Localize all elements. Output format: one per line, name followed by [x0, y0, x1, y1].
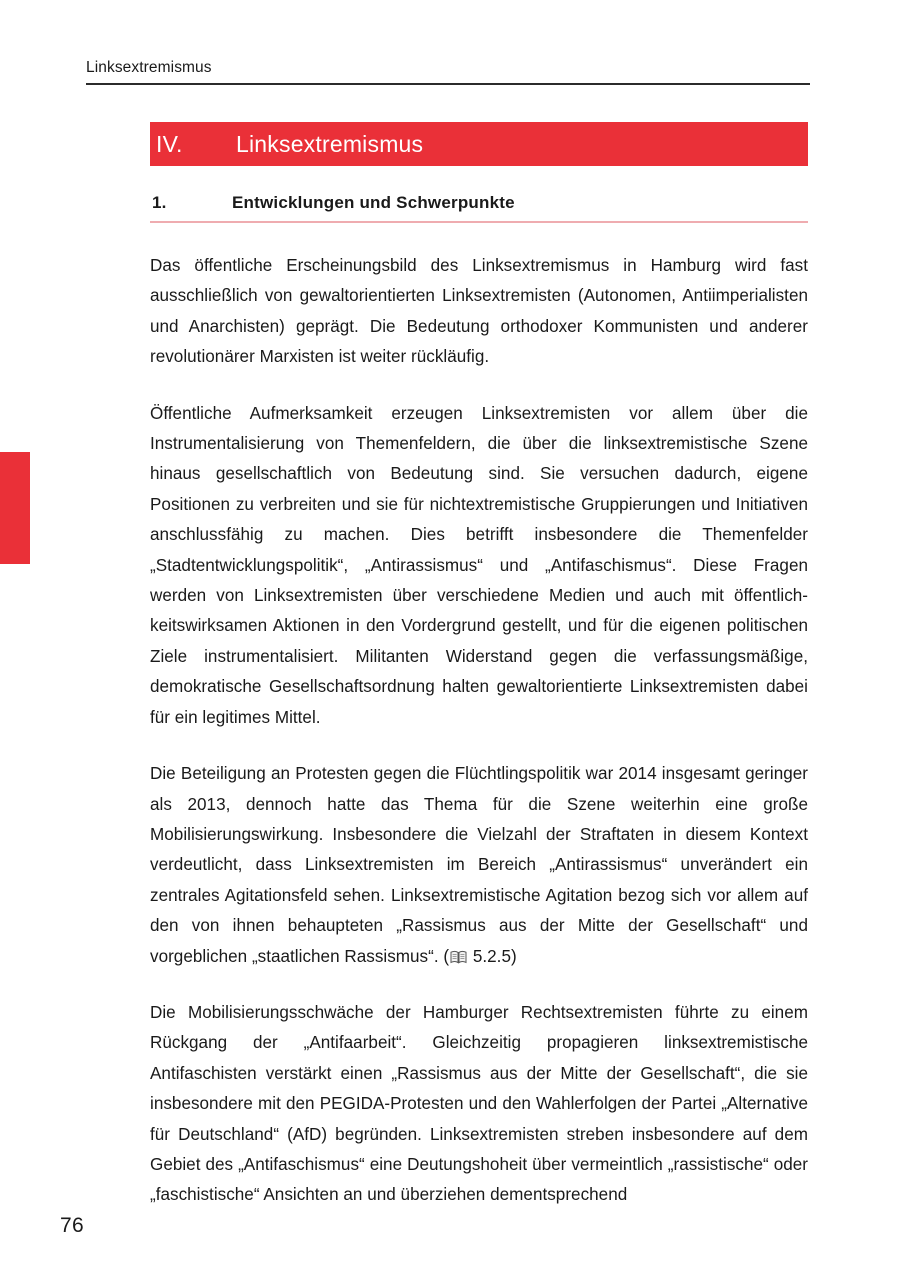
- paragraph-1: Das öffentliche Erscheinungsbild des Linksextremismus in Hamburg wird fast ausschließlich von gewaltorientierten Linksextremisten (Autonomen, Antiimperialisten und Anarchisten) geprägt. Die Bedeutung orthodoxer Kommunisten und anderer revolutionärer Marxisten ist weiter rückläufig.: [150, 256, 808, 367]
- section-heading: [150, 193, 808, 223]
- section-number: 1.: [152, 193, 167, 212]
- running-head-rule: [86, 83, 810, 85]
- paragraph-3-text: Die Beteiligung an Protesten gegen die Flüchtlingspolitik war 2014 insgesamt geringer als 2013, dennoch hatte das Thema für die Szene weiterhin eine große Mobilisierungswirkung. Insbesondere die Vielzahl der Straftaten in diesem Kontext verdeutlicht, dass Linksextremisten im Bereich „Antirassismus“ unverändert ein zentrales Agitationsfeld sehen. Linksextremistische Agitation bezog sich vor allem auf den von ihnen behaupteten „Rassismus aus der Mitte der Gesellschaft“ und vorgeblichen „staatlichen Rassismus“. (: [150, 764, 808, 966]
- chapter-banner: [150, 122, 808, 166]
- cross-reference-label: 5.2.5): [468, 946, 517, 966]
- page-content: [150, 122, 808, 1211]
- paragraph-2: Öffentliche Aufmerksamkeit erzeugen Linksextremisten vor allem über die Instrumentalisierung von Themenfeldern, die über die linksextremistische Szene hinaus gesellschaftlich von Bedeutung sind. Sie versuchen dadurch, eigene Positionen zu verbreiten und sie für nichtextremistische Gruppierungen und Initiativen anschlussfähig zu machen. Dies betrifft insbesondere die Themenfelder „Stadtentwicklungspolitik“, „Antirassismus“ und „Antifaschismus“. Diese Fragen werden von Linksextremisten über verschiedene Medien und auch mit öffentlichkeitswirksamen Aktionen in den Vordergrund gestellt, und für die eigenen politischen Ziele instrumentalisiert. Militanten Widerstand gegen die verfassungsmäßige, demokratische Gesellschaftsordnung halten gewaltorientierte Linksextremisten dabei für ein legitimes Mittel.: [150, 403, 808, 727]
- running-head-label: Linksextremismus: [86, 59, 212, 76]
- paragraph-3: [150, 759, 808, 972]
- open-book-icon: [450, 950, 467, 964]
- page-number: 76: [60, 1214, 84, 1237]
- chapter-number: IV.: [156, 130, 183, 157]
- chapter-title: Linksextremismus: [236, 130, 424, 157]
- section-title: Entwicklungen und Schwerpunkte: [232, 193, 515, 212]
- chapter-edge-tab-marker: [0, 452, 30, 564]
- running-head: [86, 58, 810, 85]
- body-text: [150, 251, 808, 1211]
- paragraph-4: Die Mobilisierungsschwäche der Hamburger Rechtsextremisten führte zu einem Rückgang der „Antifaarbeit“. Gleichzeitig propagieren linksextremistische Antifaschisten verstärkt einen „Rassismus aus der Mitte der Gesellschaft“, die sie insbesondere mit den PEGIDA-Protesten und den Wahlerfolgen der Partei „Alternative für Deutschland“ (AfD) begründen. Linksextremisten streben insbesondere auf dem Gebiet des „Antifaschismus“ eine Deutungshoheit über vermeintlich „rassistische“ oder „faschistische“ Ansichten an und überziehen dementsprechend: [150, 1002, 808, 1205]
